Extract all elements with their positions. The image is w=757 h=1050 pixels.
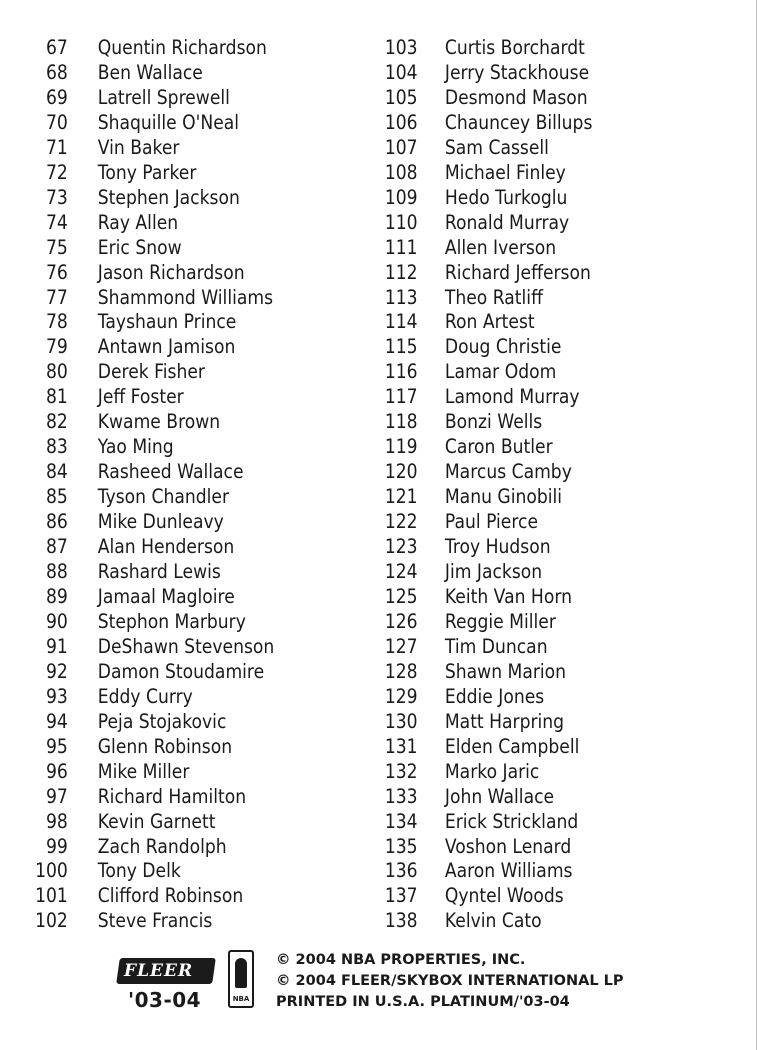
card-number: 88 [45,560,68,584]
player-name: Ben Wallace [97,60,203,84]
card-number: 83 [45,435,68,459]
player-name: Shaquille O'Neal [97,110,240,134]
player-name: Tyson Chandler [97,485,230,509]
player-name: Tony Delk [97,859,181,883]
player-name: Kevin Garnett [97,809,216,833]
player-name: Stephon Marbury [97,609,246,633]
card-number: 108 [384,160,418,184]
card-number: 93 [45,684,68,708]
player-name: Shammond Williams [97,285,274,309]
player-name: Derek Fisher [97,360,205,384]
player-name: Desmond Mason [444,85,588,109]
card-number: 79 [45,335,68,359]
card-number: 82 [45,410,68,434]
card-number: 107 [384,135,418,159]
card-number: 131 [384,734,418,758]
card-number: 127 [384,634,418,658]
card-number: 92 [45,659,68,683]
card-number: 76 [45,260,68,284]
card-number: 136 [384,859,418,883]
player-name: Jamaal Magloire [97,584,235,608]
card-number: 119 [384,435,418,459]
player-name: Caron Butler [444,435,553,459]
card-number: 121 [384,485,418,509]
card-number: 94 [45,709,68,733]
card-number: 126 [384,609,418,633]
card-number: 109 [384,185,418,209]
player-name: Quentin Richardson [97,36,267,59]
fleer-badge [116,958,216,984]
player-name: Lamond Murray [444,385,580,409]
card-number: 102 [35,909,68,933]
player-name: Curtis Borchardt [444,36,585,59]
player-name: Elden Campbell [444,734,580,758]
card-number: 69 [45,85,68,109]
player-name: Ray Allen [97,210,179,234]
card-number: 72 [45,160,68,184]
player-name: Shawn Marion [444,659,567,683]
player-name: Antawn Jamison [97,335,236,359]
nba-mark: NBA [232,995,250,1003]
card-number: 132 [384,759,418,783]
card-number: 78 [45,310,68,334]
card-number: 85 [45,485,68,509]
nba-logo-icon [228,950,254,1008]
card-number: 113 [384,285,418,309]
player-name: Doug Christie [444,335,562,359]
season-label: '03-04 [128,988,202,1012]
card-number: 114 [384,310,418,334]
player-name: Allen Iverson [444,235,557,259]
card-number: 98 [45,809,68,833]
fleer-logo-icon [118,958,218,1018]
card-number: 129 [384,684,418,708]
card-number: 133 [384,784,418,808]
player-name: Manu Ginobili [444,485,563,509]
player-name: Marko Jaric [444,759,540,783]
card-number: 123 [384,535,418,559]
legal-line-1: © 2004 NBA PROPERTIES, INC. [276,952,526,968]
player-name: Tayshaun Prince [97,310,237,334]
card-number: 138 [384,909,418,933]
player-name: Mike Dunleavy [97,510,224,534]
player-name: Richard Jefferson [444,260,591,284]
player-name: Ronald Murray [444,210,570,234]
player-name: Marcus Camby [444,460,572,484]
player-name: Jerry Stackhouse [444,60,590,84]
legal-text [276,950,623,1013]
card-number: 125 [384,584,418,608]
player-name: Michael Finley [444,160,566,184]
player-name: Lamar Odom [444,360,557,384]
player-name: Qyntel Woods [444,884,564,908]
card-number: 137 [384,884,418,908]
player-name: Vin Baker [97,135,180,159]
player-name: Tony Parker [97,160,197,184]
player-name: Eddie Jones [444,684,545,708]
card-number: 106 [384,110,418,134]
player-name: Glenn Robinson [97,734,233,758]
card-number: 100 [35,859,68,883]
card-number: 91 [45,634,68,658]
card-number: 89 [45,584,68,608]
card-number: 118 [384,410,418,434]
player-name: Erick Strickland [444,809,579,833]
brand-wordmark: FLEER [124,961,194,981]
card-number: 120 [384,460,418,484]
player-name: Kelvin Cato [444,909,542,933]
card-number: 99 [45,834,68,858]
card-number: 110 [384,210,418,234]
player-name: Damon Stoudamire [97,659,265,683]
card-number: 105 [384,85,418,109]
player-name: DeShawn Stevenson [97,634,275,658]
legal-line-2: © 2004 FLEER/SKYBOX INTERNATIONAL LP [276,973,624,989]
player-name: John Wallace [444,784,555,808]
player-name: Eric Snow [97,235,182,259]
player-name: Bonzi Wells [444,410,543,434]
card-number: 103 [384,36,418,59]
card-number: 134 [384,809,418,833]
card-number: 116 [384,360,418,384]
player-name: Aaron Williams [444,859,573,883]
player-name: Keith Van Horn [444,584,572,608]
card-number: 80 [45,360,68,384]
player-name: Alan Henderson [97,535,235,559]
player-name: Hedo Turkoglu [444,185,568,209]
player-name: Chauncey Billups [444,110,593,134]
player-name: Steve Francis [97,909,213,933]
card-number: 87 [45,535,68,559]
card-number: 111 [384,235,418,259]
card-footer [0,940,757,1020]
card-number: 101 [35,884,68,908]
card-number: 115 [384,335,418,359]
player-name: Voshon Lenard [444,834,572,858]
legal-line-3: PRINTED IN U.S.A. PLATINUM/'03-04 [276,994,570,1010]
card-number: 135 [384,834,418,858]
card-number: 86 [45,510,68,534]
player-name: Yao Ming [97,435,174,459]
player-name: Kwame Brown [97,410,221,434]
card-number: 70 [45,110,68,134]
player-name: Jason Richardson [97,260,245,284]
card-number: 97 [45,784,68,808]
player-name: Latrell Sprewell [97,85,230,109]
player-name: Rasheed Wallace [97,460,244,484]
player-name: Sam Cassell [444,135,549,159]
player-name: Reggie Miller [444,609,556,633]
card-number: 122 [384,510,418,534]
player-name: Zach Randolph [97,834,227,858]
card-number: 68 [45,60,68,84]
player-name: Tim Duncan [444,634,548,658]
card-number: 128 [384,659,418,683]
player-name: Richard Hamilton [97,784,247,808]
card-number: 112 [384,260,418,284]
player-name: Rashard Lewis [97,560,221,584]
card-number: 90 [45,609,68,633]
card-number: 77 [45,285,68,309]
player-name: Paul Pierce [444,510,539,534]
card-number: 124 [384,560,418,584]
player-name: Ron Artest [444,310,535,334]
card-number: 117 [384,385,418,409]
player-name: Mike Miller [97,759,190,783]
player-name: Eddy Curry [97,684,193,708]
card-number: 130 [384,709,418,733]
player-name: Troy Hudson [444,535,551,559]
card-number: 73 [45,185,68,209]
card-number: 96 [45,759,68,783]
card-number: 104 [384,60,418,84]
card-number: 81 [45,385,68,409]
player-name: Jeff Foster [97,385,184,409]
player-name: Matt Harpring [444,709,565,733]
card-number: 75 [45,235,68,259]
card-number: 71 [45,135,68,159]
player-silhouette [235,958,247,988]
player-name: Theo Ratliff [444,285,543,309]
player-name: Stephen Jackson [97,185,240,209]
player-name: Peja Stojakovic [97,709,227,733]
card-number: 67 [45,36,68,59]
player-name: Jim Jackson [444,560,543,584]
card-number: 74 [45,210,68,234]
player-name: Clifford Robinson [97,884,244,908]
card-number: 95 [45,734,68,758]
card-number: 84 [45,460,68,484]
